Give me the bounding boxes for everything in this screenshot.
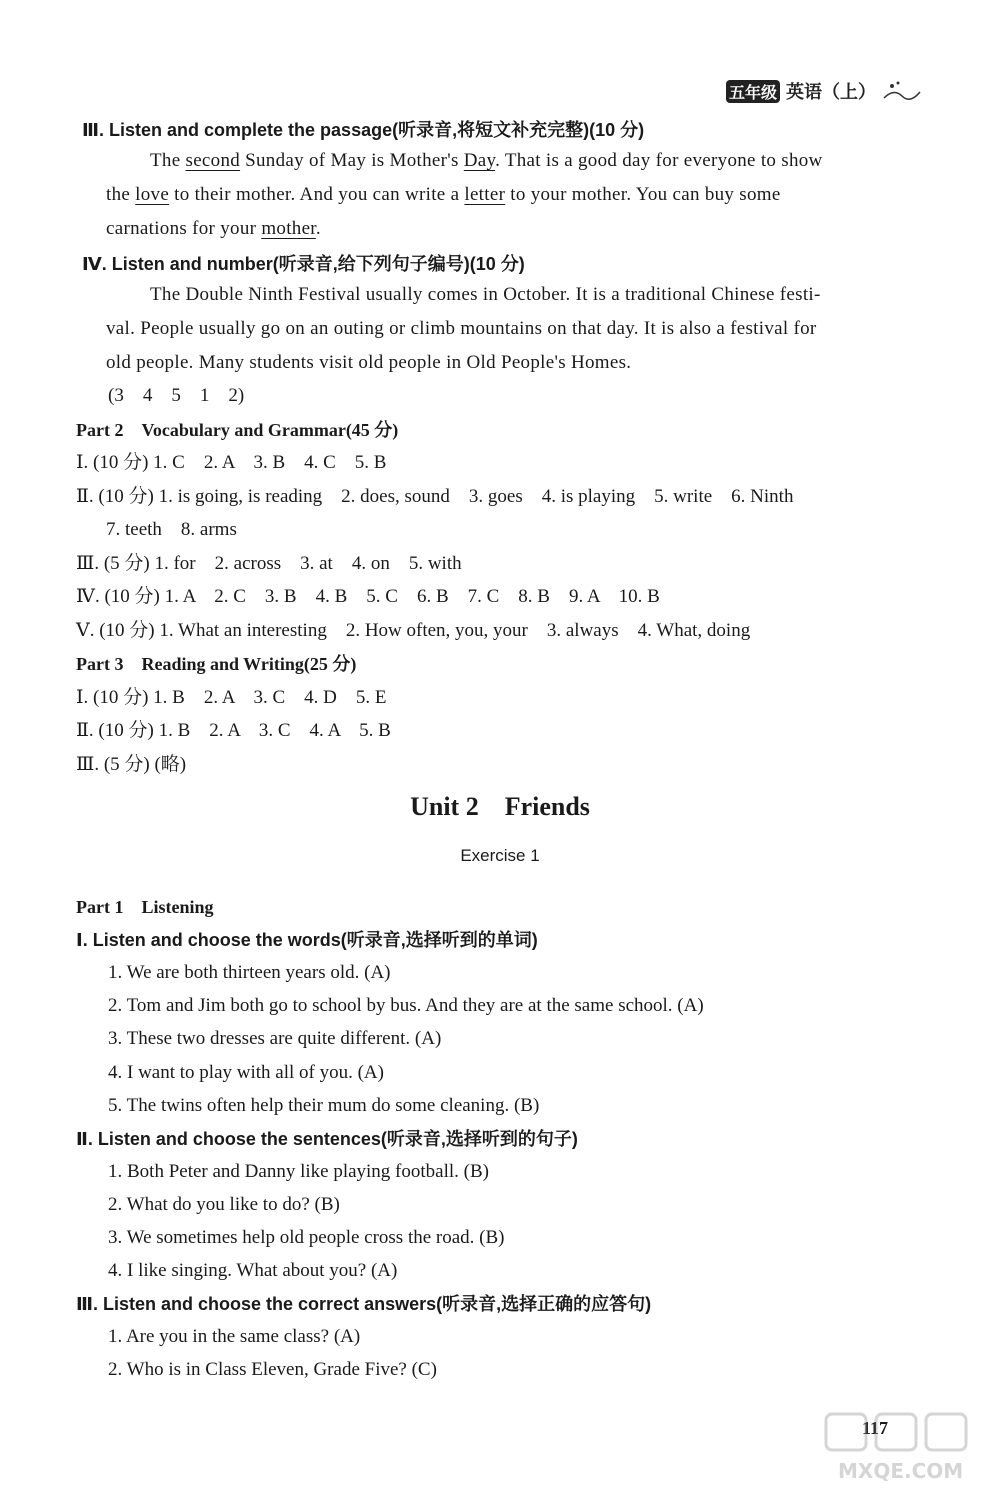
listening-1-title: Ⅰ. Listen and choose the words(听录音,选择听到的单词): [76, 930, 538, 950]
passage-4: [106, 278, 936, 380]
page-header: [726, 78, 922, 104]
part-3-row-3: Ⅲ. (5 分) (略): [76, 754, 187, 775]
section-4-title: Ⅳ. Listen and number(听录音,给下列句子编号)(10 分): [82, 254, 525, 274]
watermark-logo-icon: [818, 1410, 988, 1485]
part-2-row-4: Ⅳ. (10 分) 1. A 2. C 3. B 4. B 5. C 6. B 7. C 8. B 9. A 10. B: [76, 586, 660, 607]
list-item: 1. We are both thirteen years old. (A): [108, 962, 391, 983]
passage-4-line-2: val. People usually go on an outing or climb mountains on that day. It is also a festival for: [106, 318, 817, 339]
header-decoration-icon: [882, 80, 922, 102]
list-item: 1. Both Peter and Danny like playing football. (B): [108, 1161, 489, 1182]
blank-answer: mother: [261, 218, 316, 239]
passage-3-line-3: carnations for your mother.: [106, 218, 321, 239]
part-1-title: Part 1 Listening: [76, 897, 214, 917]
list-item: 3. We sometimes help old people cross the road. (B): [108, 1227, 505, 1248]
part-2-row-2: Ⅱ. (10 分) 1. is going, is reading 2. does, sound 3. goes 4. is playing 5. write 6. Ninth: [76, 486, 794, 507]
listening-3-title: Ⅲ. Listen and choose the correct answers(听录音,选择正确的应答句): [76, 1294, 652, 1314]
part-3-row-2: Ⅱ. (10 分) 1. B 2. A 3. C 4. A 5. B: [76, 720, 391, 741]
part-2-title: Part 2 Vocabulary and Grammar(45 分): [76, 420, 399, 440]
page-number: 117: [862, 1418, 889, 1438]
blank-answer: Day: [463, 150, 496, 171]
section-3-title: Ⅲ. Listen and complete the passage(听录音,将短文补充完整)(10 分): [82, 120, 645, 140]
list-item: 4. I like singing. What about you? (A): [108, 1260, 398, 1281]
list-item: 3. These two dresses are quite different. (A): [108, 1028, 442, 1049]
list-item: 2. Tom and Jim both go to school by bus. And they are at the same school. (A): [108, 995, 704, 1016]
blank-answer: love: [135, 184, 170, 205]
subject-label: 英语（上）: [786, 82, 876, 103]
svg-text:MXQE.COM: MXQE.COM: [838, 1459, 964, 1483]
blank-answer: second: [185, 150, 241, 171]
part-2-row-3: Ⅲ. (5 分) 1. for 2. across 3. at 4. on 5. with: [76, 553, 462, 574]
passage-4-line-1: The Double Ninth Festival usually comes in October. It is a traditional Chinese festi-: [150, 284, 821, 305]
unit-title: Unit 2 Friends: [410, 792, 590, 821]
exercise-title: Exercise 1: [460, 846, 540, 865]
grade-label: 五年级: [726, 80, 780, 103]
list-item: 2. What do you like to do? (B): [108, 1194, 340, 1215]
list-item: 2. Who is in Class Eleven, Grade Five? (C): [108, 1359, 437, 1380]
list-item: 5. The twins often help their mum do some cleaning. (B): [108, 1095, 540, 1116]
passage-3: [106, 144, 936, 246]
passage-4-line-3: old people. Many students visit old people in Old People's Homes.: [106, 352, 632, 373]
part-2-row-2-cont: 7. teeth 8. arms: [106, 519, 237, 540]
section-4-answer: (3 4 5 1 2): [108, 385, 245, 406]
listening-2-title: Ⅱ. Listen and choose the sentences(听录音,选择听到的句子): [76, 1129, 578, 1149]
passage-3-line-1: The second Sunday of May is Mother's Day. That is a good day for everyone to show: [150, 150, 823, 171]
blank-answer: letter: [464, 184, 506, 205]
part-2-row-5: Ⅴ. (10 分) 1. What an interesting 2. How often, you, your 3. always 4. What, doing: [76, 620, 751, 641]
list-item: 4. I want to play with all of you. (A): [108, 1062, 384, 1083]
passage-3-line-2: the love to their mother. And you can write a letter to your mother. You can buy some: [106, 184, 781, 205]
part-3-row-1: Ⅰ. (10 分) 1. B 2. A 3. C 4. D 5. E: [76, 687, 387, 708]
list-item: 1. Are you in the same class? (A): [108, 1326, 361, 1347]
part-3-title: Part 3 Reading and Writing(25 分): [76, 654, 357, 674]
part-2-row-1: Ⅰ. (10 分) 1. C 2. A 3. B 4. C 5. B: [76, 452, 387, 473]
